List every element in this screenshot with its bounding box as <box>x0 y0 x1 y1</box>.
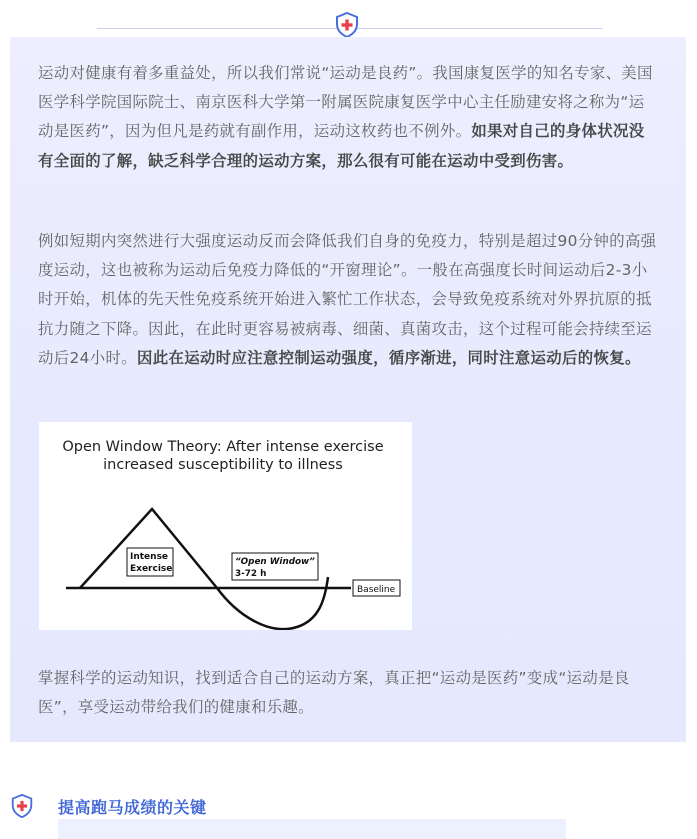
next-section-card-top <box>58 819 566 839</box>
paragraph-2-emphasis: 因此在运动时应注意控制运动强度，循序渐进，同时注意运动后的恢复。 <box>137 348 641 367</box>
shield-cross-icon <box>333 11 361 39</box>
figure-title-line1: Open Window Theory: After intense exercise <box>62 439 384 455</box>
baseline-label: Baseline <box>357 585 396 595</box>
exercise-label-line1: Intense <box>130 552 169 562</box>
open-window-curve <box>217 577 328 629</box>
open-window-label-line1: “Open Window” <box>235 557 315 567</box>
paragraph-2 <box>38 227 658 373</box>
open-window-label-line2: 3-72 h <box>235 569 267 579</box>
section-heading: 提高跑马成绩的关键 <box>58 798 207 817</box>
figure-title-line2: increased susceptibility to illness <box>103 457 343 473</box>
paragraph-1-intro: 运动对健康有着多重益处，所以我们常说“运动是良药”。我国康复医学的知名专家、美国医学科学院国际院士、南京医科大学第一附属医院康复医学中心主任励建安将之称为“运动是医药”，因为但凡是药就有副作用，运动这枚药也不例外。 <box>38 64 653 141</box>
exercise-label-line2: Exercise <box>130 564 173 574</box>
paragraph-1 <box>38 59 658 176</box>
paragraph-3: 掌握科学的运动知识，找到适合自己的运动方案，真正把“运动是医药”变成“运动是良医”，享受运动带给我们的健康和乐趣。 <box>38 669 630 717</box>
paragraph-1-emphasis: 如果对自己的身体状况没有全面的了解，缺乏科学合理的运动方案，那么很有可能在运动中受到伤害。 <box>38 122 645 170</box>
open-window-figure <box>39 422 412 630</box>
shield-cross-icon <box>9 793 35 819</box>
paragraph-2-body: 例如短期内突然进行大强度运动反而会降低我们自身的免疫力，特别是超过90分钟的高强度运动，这也被称为运动后免疫力降低的“开窗理论”。一般在高强度长时间运动后2-3小时开始，机体的先天性免疫系统开始进入繁忙工作状态，会导致免疫系统对外界抗原的抵抗力随之下降。因此，在此时更容易被病毒、细菌、真菌攻击，这个过程可能会持续至运动后24小时。 <box>38 232 657 367</box>
